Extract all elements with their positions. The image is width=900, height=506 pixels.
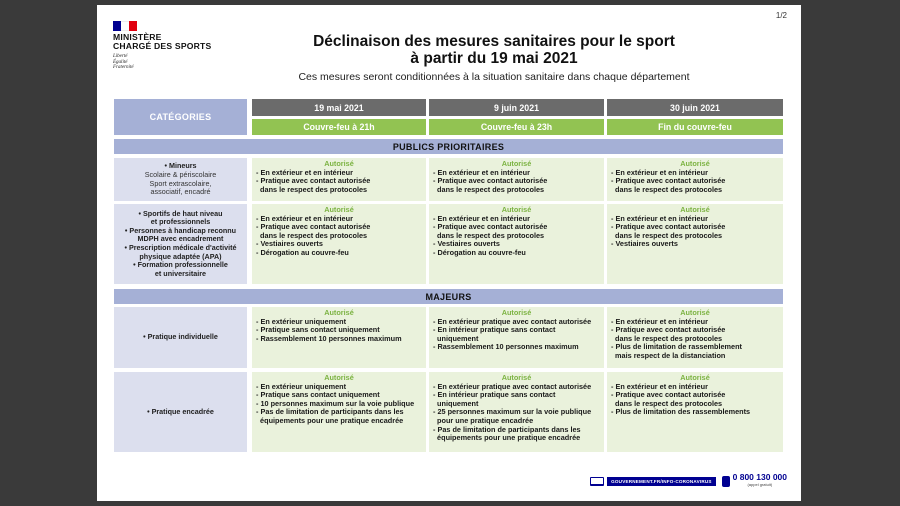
phone-icon xyxy=(722,476,730,487)
measure-cell xyxy=(607,372,783,452)
status-authorized: Autorisé xyxy=(501,205,532,214)
measure-item: - En extérieur uniquement xyxy=(256,381,347,391)
measure-item: - Vestiaires ouverts xyxy=(433,239,500,249)
measure-item: - Dérogation au couvre-feu xyxy=(256,247,349,257)
measure-cell xyxy=(429,307,604,368)
measure-item: - Pratique avec contact autorisée xyxy=(256,176,371,186)
status-authorized: Autorisé xyxy=(680,373,710,382)
section-majeurs: MAJEURS xyxy=(114,289,783,304)
measure-cell xyxy=(252,372,426,452)
status-authorized: Autorisé xyxy=(680,159,710,168)
measure-cell xyxy=(252,204,426,284)
measure-item: - En extérieur uniquement xyxy=(256,316,347,326)
measure-item: uniquement xyxy=(433,398,479,408)
measure-item: - En extérieur et en intérieur xyxy=(433,213,530,223)
category-text: MDPH avec encadrement xyxy=(137,234,224,244)
logo-motto xyxy=(113,54,233,71)
category-text: • Pratique individuelle xyxy=(143,332,218,342)
section-publics-prioritaires: PUBLICS PRIORITAIRES xyxy=(114,139,783,154)
measure-cell xyxy=(252,307,426,368)
measure-item: - En extérieur et en intérieur xyxy=(611,316,708,326)
measure-item: - Rassemblement 10 personnes maximum xyxy=(256,333,402,343)
status-authorized: Autorisé xyxy=(324,308,354,317)
measure-item: dans le respect des protocoles xyxy=(433,184,545,194)
measure-item: - En intérieur pratique sans contact xyxy=(433,325,556,335)
curfew-header-3: Fin du couvre-feu xyxy=(607,119,783,135)
curfew-header-2: Couvre-feu à 23h xyxy=(429,119,604,135)
measure-item: pour une pratique encadrée xyxy=(433,415,534,425)
measure-cell xyxy=(252,158,426,201)
category-text: physique adaptée (APA) xyxy=(139,251,222,261)
motto-liberte: Liberté xyxy=(113,54,128,59)
logo-line-1: MINISTÈRE xyxy=(113,32,162,42)
measure-item: - Pratique avec contact autorisée xyxy=(611,176,726,186)
measure-item: équipements pour une pratique encadrée xyxy=(433,433,581,443)
motto-egalite: Égalité xyxy=(113,59,128,65)
footer xyxy=(590,473,787,489)
measure-item: - En intérieur pratique sans contact xyxy=(433,390,556,400)
measure-item: dans le respect des protocoles xyxy=(256,230,368,240)
laptop-icon xyxy=(590,477,604,486)
category-text: Sport extrascolaire, xyxy=(149,178,212,188)
measure-item: - 10 personnes maximum sur la voie publique xyxy=(256,398,415,408)
measure-item: - Pas de limitation de participants dans les xyxy=(256,407,404,417)
measure-item: - Pratique avec contact autorisée xyxy=(611,390,726,400)
measure-item: - En extérieur et en intérieur xyxy=(611,213,708,223)
categories-header: CATÉGORIES xyxy=(114,99,247,135)
measure-cell xyxy=(429,372,604,452)
category-mineurs xyxy=(114,158,247,201)
measure-item: - Pratique avec contact autorisée xyxy=(256,222,371,232)
measure-cell xyxy=(607,204,783,284)
category-text: Scolaire & périscolaire xyxy=(144,169,217,179)
title-line-2: à partir du 19 mai 2021 xyxy=(410,50,578,67)
status-authorized: Autorisé xyxy=(324,205,354,214)
category-text: • Personnes à handicap reconnu xyxy=(124,225,237,235)
measure-item: dans le respect des protocoles xyxy=(256,184,368,194)
measure-item: - En extérieur pratique avec contact autorisée xyxy=(433,381,592,391)
date-header-2: 9 juin 2021 xyxy=(429,99,604,116)
category-text: • Formation professionnelle xyxy=(133,260,228,270)
measure-item: - En extérieur et en intérieur xyxy=(433,167,530,177)
measure-item: - Pratique avec contact autorisée xyxy=(433,222,548,232)
measure-item: - Pratique sans contact uniquement xyxy=(256,325,380,335)
page-number: 1/2 xyxy=(775,11,787,20)
category-text: • Pratique encadrée xyxy=(147,406,214,416)
status-authorized: Autorisé xyxy=(501,373,532,382)
measure-item: dans le respect des protocoles xyxy=(611,398,723,408)
measure-item: - Pratique avec contact autorisée xyxy=(611,222,726,232)
phone-number xyxy=(733,473,787,489)
measure-item: - En extérieur et en intérieur xyxy=(611,167,708,177)
category-text: • Mineurs xyxy=(164,161,197,171)
document-title xyxy=(287,33,701,83)
measure-cell xyxy=(607,307,783,368)
french-flag-icon xyxy=(113,21,137,31)
status-authorized: Autorisé xyxy=(680,308,710,317)
measure-cell xyxy=(607,158,783,201)
measure-item: mais respect de la distanciation xyxy=(611,350,726,360)
document-page xyxy=(97,5,801,501)
category-sportifs-haut-niveau xyxy=(114,204,247,284)
measure-item: uniquement xyxy=(433,333,479,343)
phone-badge xyxy=(722,473,787,489)
gov-site-badge[interactable] xyxy=(590,477,716,486)
measure-item: dans le respect des protocoles xyxy=(611,184,723,194)
measure-cell xyxy=(429,204,604,284)
category-text: et universitaire xyxy=(154,268,207,278)
measure-item: dans le respect des protocoles xyxy=(611,333,723,343)
category-text: • Sportifs de haut niveau xyxy=(138,208,223,218)
measure-item: - En extérieur et en intérieur xyxy=(256,167,353,177)
measure-item: - 25 personnes maximum sur la voie publique xyxy=(433,407,592,417)
measure-item: - Rassemblement 10 personnes maximum xyxy=(433,342,579,352)
measure-item: - Pratique avec contact autorisée xyxy=(611,325,726,335)
category-text: • Prescription médicale d'activité xyxy=(124,243,237,252)
measure-item: dans le respect des protocoles xyxy=(433,230,545,240)
date-header-3: 30 juin 2021 xyxy=(607,99,783,116)
measure-cell xyxy=(429,158,604,201)
measure-item: - Plus de limitation des rassemblements xyxy=(611,407,751,417)
motto-fraternite: Fraternité xyxy=(113,65,134,70)
phone-note: (appel gratuit) xyxy=(747,482,773,487)
measure-item: - Pratique sans contact uniquement xyxy=(256,390,380,400)
measure-item: - Pratique avec contact autorisée xyxy=(433,176,548,186)
measure-item: - Dérogation au couvre-feu xyxy=(433,247,526,257)
phone-number-text: 0 800 130 000 xyxy=(732,472,787,482)
status-authorized: Autorisé xyxy=(324,373,354,382)
logo-line-2: CHARGÉ DES SPORTS xyxy=(113,41,212,51)
curfew-header-1: Couvre-feu à 21h xyxy=(252,119,426,135)
measure-item: - Plus de limitation de rassemblement xyxy=(611,342,742,352)
category-pratique-individuelle xyxy=(114,307,247,368)
status-authorized: Autorisé xyxy=(501,159,532,168)
category-text: associatif, encadré xyxy=(150,187,211,197)
title-line-1: Déclinaison des mesures sanitaires pour le sport xyxy=(313,33,675,50)
measure-item: - Pas de limitation de participants dans les xyxy=(433,424,581,434)
measure-item: - Vestiaires ouverts xyxy=(256,239,323,249)
measure-item: - Vestiaires ouverts xyxy=(611,239,678,249)
status-authorized: Autorisé xyxy=(501,308,532,317)
gov-site-link[interactable]: GOUVERNEMENT.FR/INFO-CORONAVIRUS xyxy=(607,477,716,486)
title-subtitle: Ces mesures seront conditionnées à la situation sanitaire dans chaque département xyxy=(298,71,690,83)
measure-item: équipements pour une pratique encadrée xyxy=(256,415,404,425)
date-header-1: 19 mai 2021 xyxy=(252,99,426,116)
measure-item: dans le respect des protocoles xyxy=(611,230,723,240)
status-authorized: Autorisé xyxy=(680,205,710,214)
category-pratique-encadree xyxy=(114,372,247,452)
ministry-logo xyxy=(113,21,233,71)
measure-item: - En extérieur et en intérieur xyxy=(611,381,708,391)
measure-item: - En extérieur pratique avec contact autorisée xyxy=(433,316,592,326)
measure-item: - En extérieur et en intérieur xyxy=(256,213,353,223)
category-text: et professionnels xyxy=(150,217,211,227)
status-authorized: Autorisé xyxy=(324,159,354,168)
